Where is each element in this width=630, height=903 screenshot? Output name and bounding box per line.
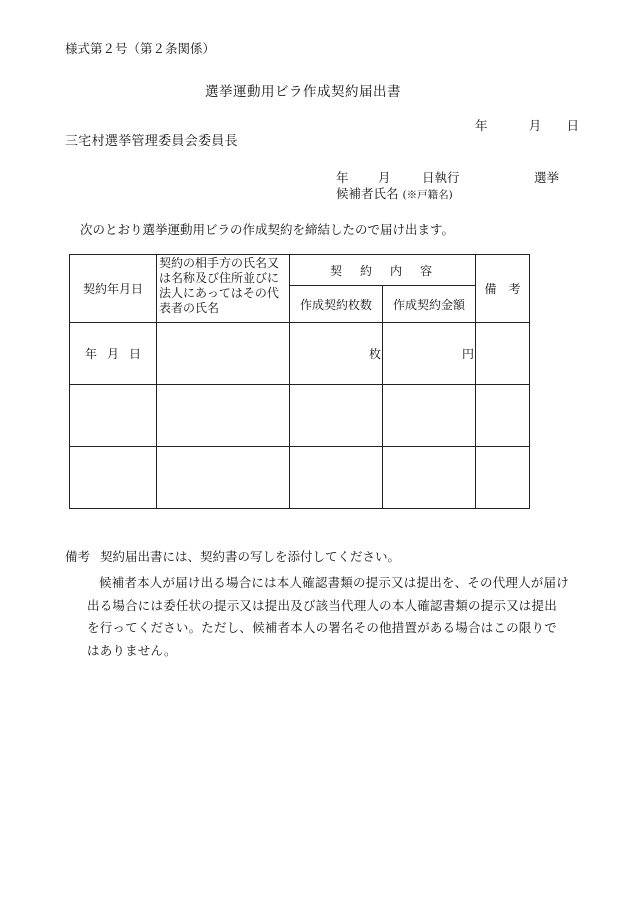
date-day-label: 日 <box>566 118 579 133</box>
header-contract-content: 契 約 内 容 <box>290 255 476 286</box>
row2-remarks-cell <box>476 385 530 447</box>
row1-year: 年 <box>84 347 97 361</box>
contract-table <box>69 254 530 509</box>
row2-date-cell <box>70 385 157 447</box>
notes-paragraph: 候補者本人が届け出る場合には本人確認書類の提示又は提出を、その代理人が届け出る場合には委任状の提示又は提出及び該当代理人の本人確認書類の提示又は提出を行ってください。ただし、候補者本人の署名その他措置がある場合はこの限りではありません。 <box>87 575 569 658</box>
table-header-row <box>70 255 530 286</box>
election-name-label: 選挙 <box>533 170 559 185</box>
form-number: 様式第２号（第２条関係） <box>65 41 216 56</box>
election-year-label: 年 <box>336 170 349 185</box>
row2-sheets-cell <box>290 385 383 447</box>
row3-remarks-cell <box>476 447 530 509</box>
header-remarks: 備 考 <box>476 255 530 323</box>
header-counterparty: 契約の相手方の氏名又は名称及び住所並びに法人にあってはその代表者の氏名 <box>157 255 290 323</box>
row3-amount-cell <box>383 447 476 509</box>
row1-amount-cell: 円 <box>383 323 476 385</box>
row1-counterparty-cell <box>157 323 290 385</box>
election-month-label: 月 <box>377 170 391 185</box>
document-title: 選挙運動用ビラ作成契約届出書 <box>205 84 401 100</box>
table-row <box>70 385 530 447</box>
header-sheets: 作成契約枚数 <box>290 286 383 323</box>
election-line <box>336 170 559 185</box>
candidate-note: (※戸籍名) <box>402 189 453 201</box>
date-year-label: 年 <box>475 118 488 133</box>
table-row <box>70 447 530 509</box>
row1-day: 日 <box>129 347 142 361</box>
row1-date-cell <box>70 323 157 385</box>
candidate-name-line <box>336 186 453 202</box>
election-exec-label: 日執行 <box>421 170 460 185</box>
date-month-label: 月 <box>528 118 542 133</box>
row3-sheets-cell <box>290 447 383 509</box>
intro-text: 次のとおり選挙運動用ビラの作成契約を締結したので届け出ます。 <box>80 222 455 237</box>
notes-label: 備考 <box>65 549 91 564</box>
table-row <box>70 323 530 385</box>
row1-remarks-cell <box>476 323 530 385</box>
row3-date-cell <box>70 447 157 509</box>
header-amount: 作成契約金額 <box>383 286 476 323</box>
row3-counterparty-cell <box>157 447 290 509</box>
addressee: 三宅村選挙管理委員会委員長 <box>65 134 238 149</box>
row2-counterparty-cell <box>157 385 290 447</box>
header-contract-date: 契約年月日 <box>70 255 157 323</box>
row1-sheets-cell: 枚 <box>290 323 383 385</box>
submission-date <box>475 118 579 133</box>
row1-month: 月 <box>106 347 119 361</box>
row2-amount-cell <box>383 385 476 447</box>
notes-line1: 契約届出書には、契約書の写しを添付してください。 <box>100 549 401 564</box>
candidate-label: 候補者氏名 <box>336 186 399 201</box>
